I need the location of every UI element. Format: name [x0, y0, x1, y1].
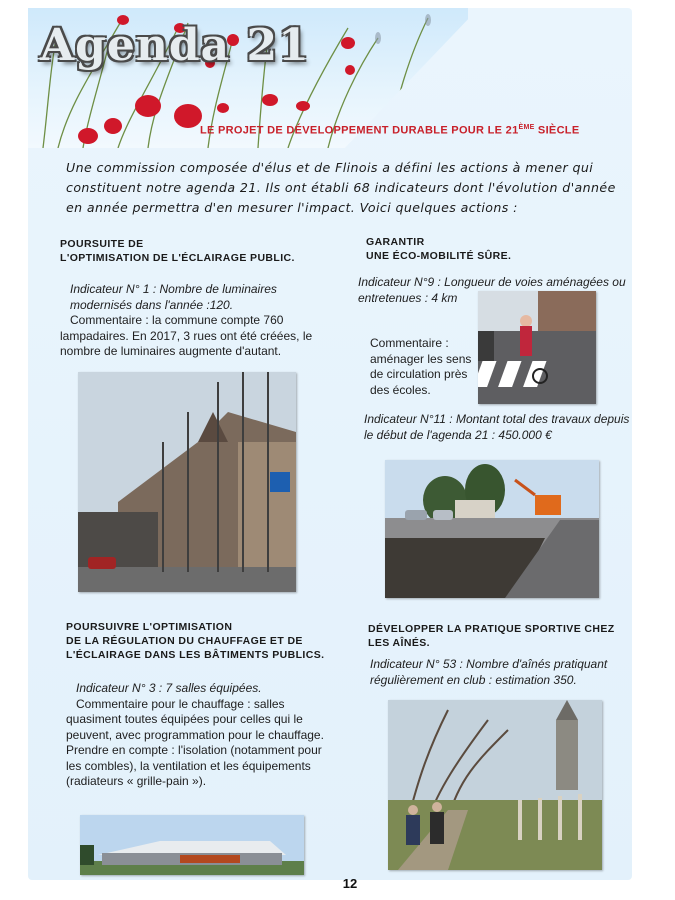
lighting-heading	[60, 237, 330, 265]
heating-text	[66, 681, 328, 790]
mobility-heading	[366, 235, 626, 263]
subtitle-superscript: ÈME	[518, 124, 535, 131]
sport-indicator: Indicateur N° 53 : Nombre d'aînés pratiquant régulièrement en club : estimation 350.	[370, 657, 608, 687]
mobility-heading-line2: UNE ÉCO-MOBILITÉ SÛRE.	[366, 250, 512, 262]
heating-heading	[66, 620, 346, 662]
lighting-heading-line2: L'OPTIMISATION DE L'ÉCLAIRAGE PUBLIC.	[60, 252, 295, 264]
lighting-heading-line1: POURSUITE DE	[60, 238, 144, 250]
sport-heading	[368, 622, 628, 650]
page-subtitle	[200, 124, 579, 137]
mobility-indicator-11: Indicateur N°11 : Montant total des travaux depuis le début de l'agenda 21 : 450.000 €	[364, 412, 630, 442]
page-number: 12	[342, 876, 358, 891]
roadworks-photo	[385, 460, 599, 598]
sport-heading-line2: LES AÎNÉS.	[368, 637, 430, 649]
mobility-indicator-9: Indicateur N°9 : Longueur de voies aménagées ou entretenues : 4 km	[358, 275, 626, 305]
mobility-heading-line1: GARANTIR	[366, 236, 425, 248]
school-road-photo	[478, 291, 596, 404]
heating-heading-line3: L'ÉCLAIRAGE DANS LES BÂTIMENTS PUBLICS.	[66, 649, 325, 661]
page-title: Agenda 21	[40, 20, 310, 71]
heating-heading-line1: POURSUIVRE L'OPTIMISATION	[66, 621, 233, 633]
lighting-indicator: Indicateur N° 1 : Nombre de luminaires modernisés dans l'année :120.	[70, 282, 277, 312]
walkers-photo	[388, 700, 602, 870]
street-lights-photo	[78, 372, 296, 592]
lighting-comment: Commentaire : la commune compte 760 lampadaires. En 2017, 3 rues ont été créées, le nombre de luminaires augmente d'autant.	[60, 313, 313, 358]
heating-indicator: Indicateur N° 3 : 7 salles équipées.	[76, 681, 262, 695]
sport-heading-line1: DÉVELOPPER LA PRATIQUE SPORTIVE CHEZ	[368, 623, 615, 635]
subtitle-prefix: LE PROJET DE DÉVELOPPEMENT DURABLE POUR LE 21	[200, 124, 519, 137]
intro-paragraph: Une commission composée d'élus et de Flinois a défini les actions à mener qui constituent notre agenda 21. Ils ont établi 68 indicateurs dont l'évolution d'année en année permettra d'en mesurer l'impact. Voici quelques actions :	[66, 160, 616, 215]
heating-comment: Commentaire pour le chauffage : salles quasiment toutes équipées pour celles qui le peuvent, avec programmation pour le chauffage. Prendre en compte : l'isolation (notamment pour les combles), la ventilation et les équipements (radiateurs « grille-pain »).	[66, 696, 324, 788]
sports-hall-photo	[80, 815, 304, 875]
mobility-comment: Commentaire : aménager les sens de circulation près des écoles.	[370, 336, 472, 397]
heating-heading-line2: DE LA RÉGULATION DU CHAUFFAGE ET DE	[66, 635, 303, 647]
subtitle-suffix: SIÈCLE	[534, 124, 580, 137]
lighting-text	[60, 282, 325, 360]
